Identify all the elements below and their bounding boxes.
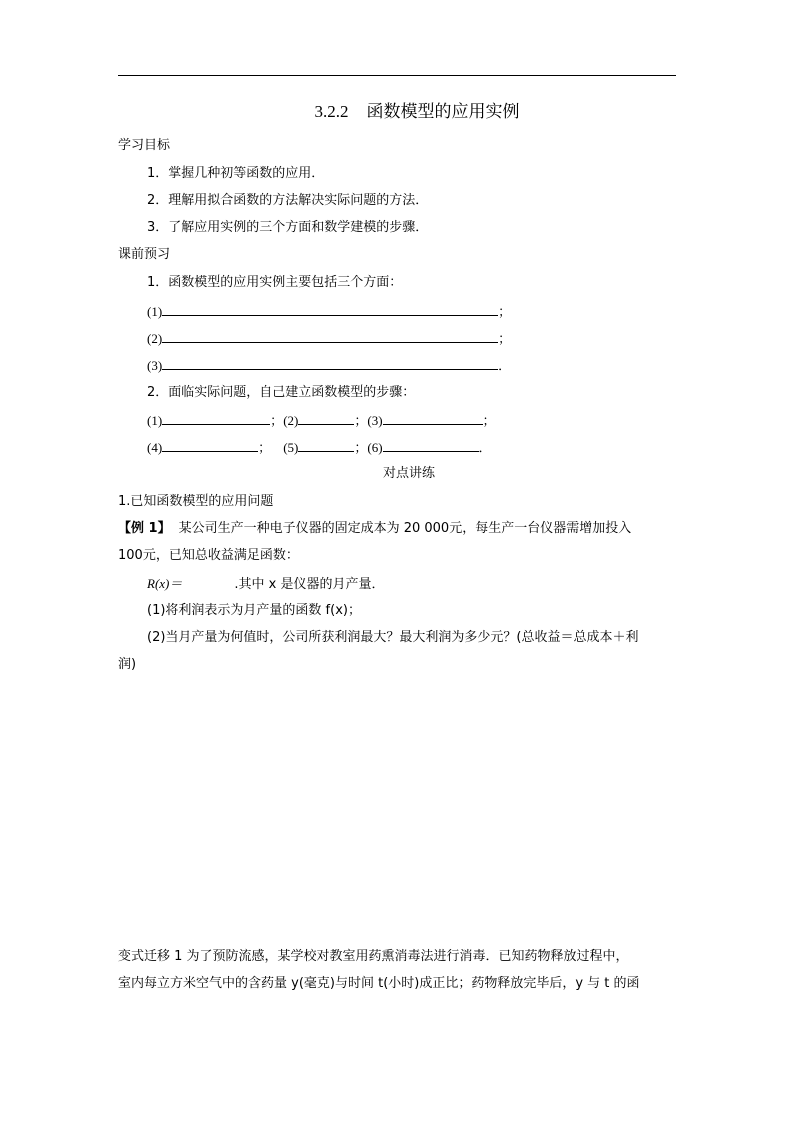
goal-item: 3．了解应用实例的三个方面和数学建模的步骤． — [147, 220, 429, 235]
example-tag: 【例 1】 — [118, 521, 171, 536]
answer-blank — [383, 438, 479, 452]
preview-question-1: 1．函数模型的应用实例主要包括三个方面： — [147, 275, 403, 290]
page-title — [0, 101, 794, 123]
answer-blank — [162, 302, 498, 316]
answer-blank — [162, 329, 498, 343]
header-rule — [118, 75, 676, 76]
answer-blank — [162, 411, 270, 425]
preview-heading: 课前预习 — [118, 247, 171, 262]
formula-lhs: R(x)＝ — [147, 576, 183, 591]
goals-heading: 学习目标 — [118, 138, 171, 153]
steps-row-1: (1) ；(2) ；(3) ； — [147, 413, 496, 429]
practice-heading: 对点讲练 — [383, 466, 436, 481]
goal-item: 1．掌握几种初等函数的应用． — [147, 166, 325, 181]
variant-line-2: 室内每立方米空气中的含药量 y(毫克)与时间 t(小时)成正比；药物释放完毕后，y 与 t 的函 — [118, 976, 640, 991]
answer-blank — [162, 438, 258, 452]
section-heading: 1.已知函数模型的应用问题 — [118, 494, 274, 509]
blank-line-3: (3) ． — [147, 358, 512, 374]
formula-line: R(x)＝ .其中 x 是仪器的月产量． — [147, 576, 385, 592]
steps-row-2: (4) ； (5) ；(6) ． — [147, 440, 492, 456]
example-line-2: 100元，已知总收益满足函数： — [118, 548, 299, 563]
sub-question-2: (2)当月产量为何值时，公司所获利润最大？最大利润为多少元？(总收益＝总成本＋利 — [147, 630, 639, 645]
goal-item: 2．理解用拟合函数的方法解决实际问题的方法． — [147, 193, 429, 208]
answer-blank — [162, 356, 498, 370]
example-line-1: 【例 1】 某公司生产一种电子仪器的固定成本为 20 000元，每生产一台仪器需增加投入 — [118, 521, 632, 536]
sub-question-1: (1)将利润表示为月产量的函数 f(x)； — [147, 603, 361, 618]
sub-question-2-cont: 润) — [118, 657, 137, 672]
variant-line-1: 变式迁移 1 为了预防流感，某学校对教室用药熏消毒法进行消毒．已知药物释放过程中， — [118, 949, 629, 964]
answer-blank — [298, 411, 354, 425]
blank-line-1: (1) ； — [147, 304, 512, 320]
answer-blank — [298, 438, 354, 452]
section-number: 3.2.2 — [314, 102, 349, 121]
section-title: 函数模型的应用实例 — [366, 102, 520, 122]
blank-line-2: (2) ； — [147, 331, 512, 347]
preview-question-2: 2．面临实际问题，自己建立函数模型的步骤： — [147, 385, 416, 400]
answer-blank — [383, 411, 483, 425]
